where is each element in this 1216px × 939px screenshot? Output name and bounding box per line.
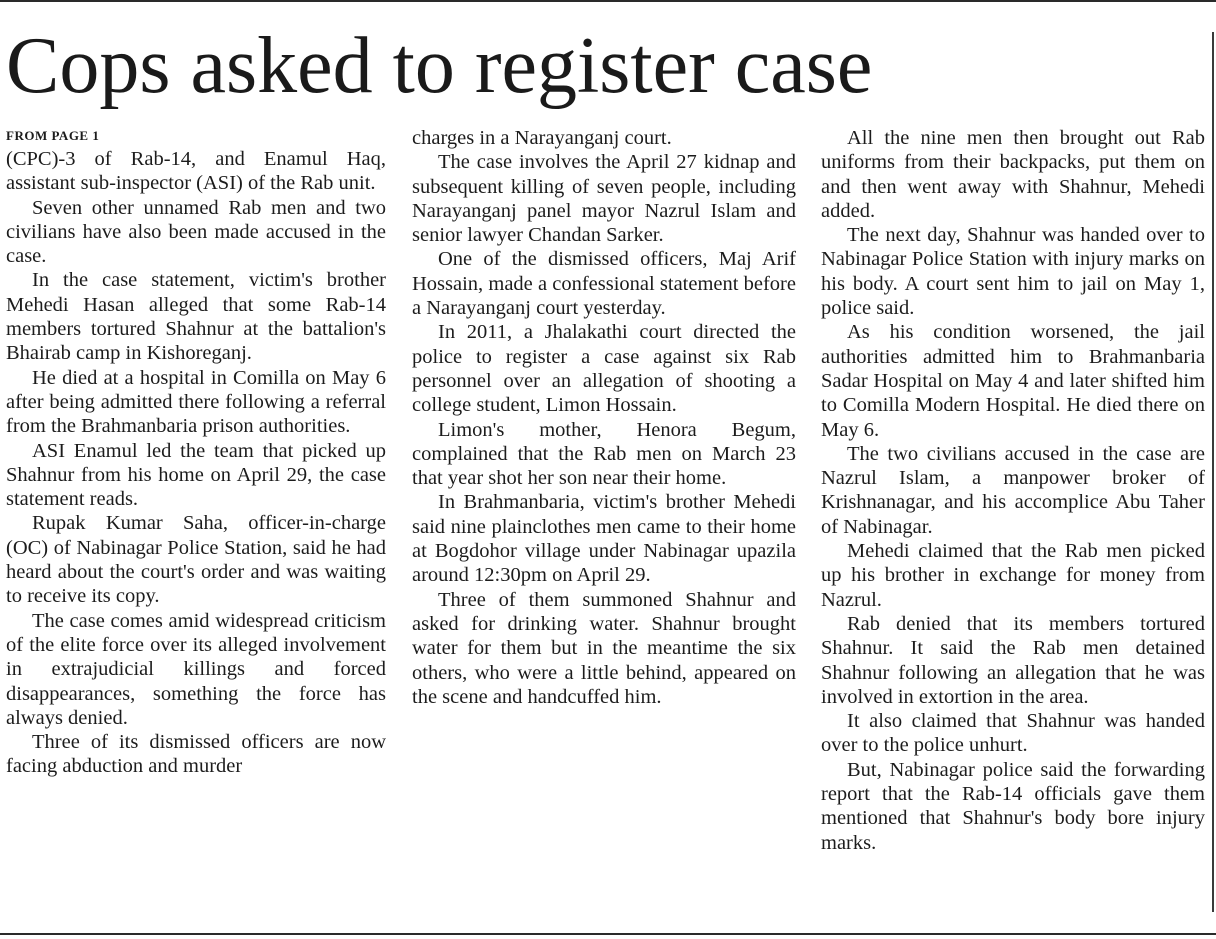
paragraph: In 2011, a Jhalakathi court directed the police to register a case against six Rab personnel over an allegation of shooting a college student, Limon Hossain. xyxy=(412,321,796,417)
paragraph: One of the dismissed officers, Maj Arif Hossain, made a confessional statement before a Narayanganj court yesterday. xyxy=(412,248,796,320)
paragraph: The case comes amid widespread criticism of the elite force over its alleged involvement in extrajudicial killings and forced disappearances, something the force has always denied. xyxy=(6,609,386,729)
paragraph: It also claimed that Shahnur was handed over to the police unhurt. xyxy=(821,710,1205,757)
paragraph: Mehedi claimed that the Rab men picked up his brother in exchange for money from Nazrul. xyxy=(821,540,1205,611)
paragraph: Rab denied that its members tortured Shahnur. It said the Rab men detained Shahnur following an allegation that he was involved in extortion in the area. xyxy=(821,612,1205,708)
bottom-rule xyxy=(0,933,1216,935)
paragraph: Three of them summoned Shahnur and asked for drinking water. Shahnur brought water for them but in the meantime the six others, who were a little behind, appeared on the scene and handcuffed him. xyxy=(412,588,796,708)
paragraph: But, Nabinagar police said the forwarding report that the Rab-14 officials gave them mentioned that Shahnur's body bore injury marks. xyxy=(821,758,1205,854)
paragraph: Three of its dismissed officers are now facing abduction and murder xyxy=(6,731,386,778)
continuation-kicker: FROM PAGE 1 xyxy=(6,128,100,143)
paragraph: The case involves the April 27 kidnap and subsequent killing of seven people, including Narayanganj panel mayor Nazrul Islam and senior lawyer Chandan Sarker. xyxy=(412,151,796,247)
paragraph: Seven other unnamed Rab men and two civilians have also been made accused in the case. xyxy=(6,196,386,268)
paragraph: As his condition worsened, the jail authorities admitted him to Brahmanbaria Sadar Hospital on May 4 and later shifted him to Comilla Modern Hospital. He died there on May 6. xyxy=(821,321,1205,441)
paragraph: Rupak Kumar Saha, officer-in-charge (OC) of Nabinagar Police Station, said he had heard about the court's order and was waiting to receive its copy. xyxy=(6,512,386,608)
article-column-3 xyxy=(821,126,1205,855)
headline: Cops asked to register case xyxy=(6,22,873,110)
top-rule xyxy=(0,0,1216,2)
right-column-rule xyxy=(1212,32,1214,912)
paragraph: The two civilians accused in the case are Nazrul Islam, a manpower broker of Krishnanagar, and his accomplice Abu Taher of Nabinagar. xyxy=(821,442,1205,538)
paragraph: In the case statement, victim's brother Mehedi Hasan alleged that some Rab-14 members tortured Shahnur at the battalion's Bhairab camp in Kishoreganj. xyxy=(6,269,386,365)
article-column-2 xyxy=(412,126,796,709)
article-column-1 xyxy=(6,126,386,779)
paragraph: In Brahmanbaria, victim's brother Mehedi said nine plainclothes men came to their home at Bogdohor village under Nabinagar upazila around 12:30pm on April 29. xyxy=(412,491,796,587)
paragraph: ASI Enamul led the team that picked up Shahnur from his home on April 29, the case statement reads. xyxy=(6,439,386,511)
paragraph: (CPC)-3 of Rab-14, and Enamul Haq, assistant sub-inspector (ASI) of the Rab unit. xyxy=(6,148,386,195)
paragraph: Limon's mother, Henora Begum, complained that the Rab men on March 23 that year shot her son near their home. xyxy=(412,418,796,490)
paragraph: charges in a Narayanganj court. xyxy=(412,127,672,149)
paragraph: He died at a hospital in Comilla on May 6 after being admitted there following a referral from the Brahmanbaria prison authorities. xyxy=(6,366,386,438)
paragraph: The next day, Shahnur was handed over to Nabinagar Police Station with injury marks on his body. A court sent him to jail on May 1, police said. xyxy=(821,224,1205,320)
paragraph: All the nine men then brought out Rab uniforms from their backpacks, put them on and then went away with Shahnur, Mehedi added. xyxy=(821,127,1205,222)
